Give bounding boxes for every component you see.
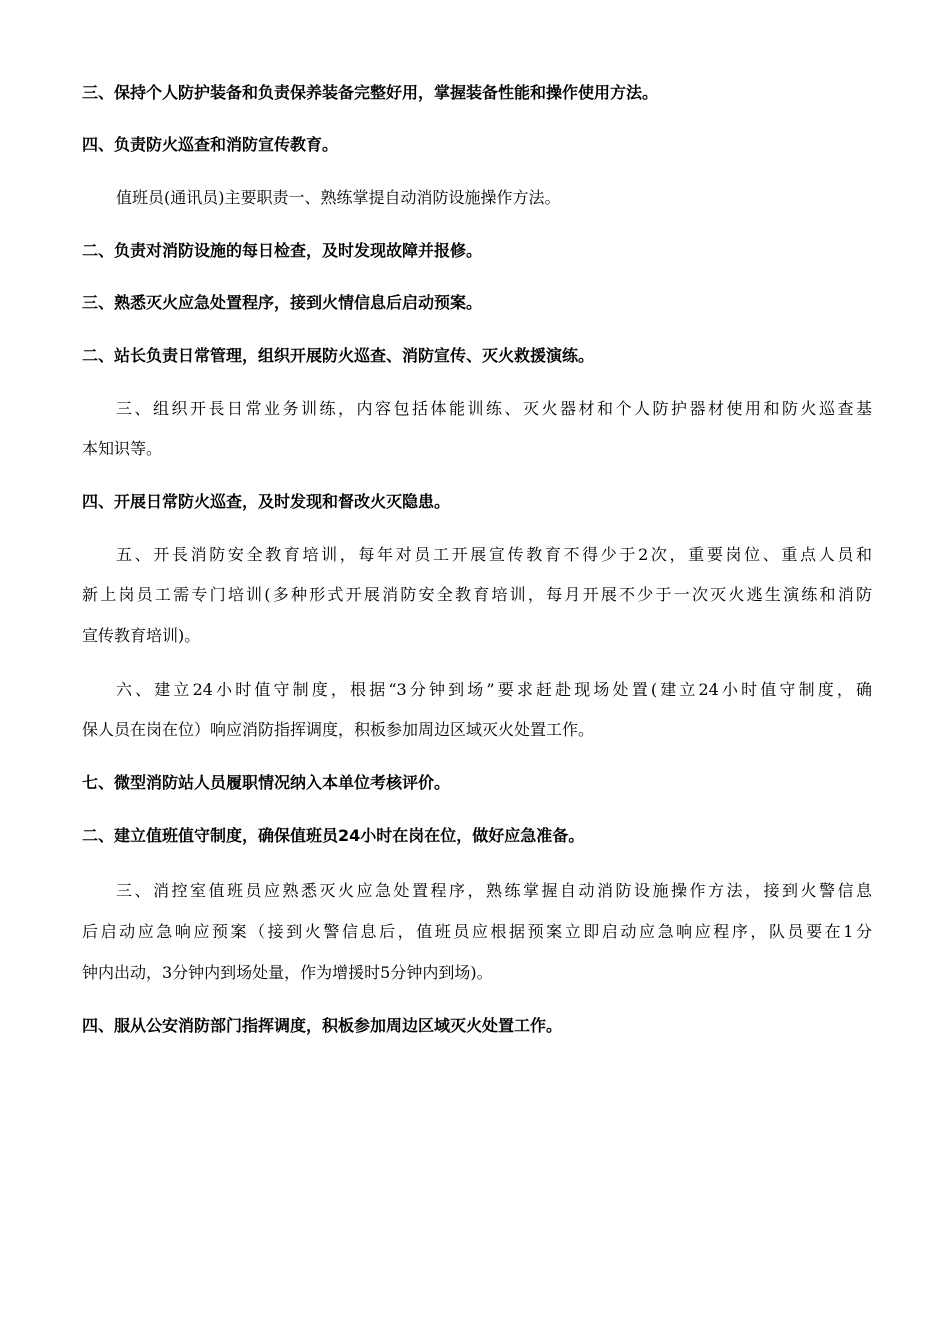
item-station-chief: 二、站长负责日常管理，组织开展防火巡查、消防宣传、灭火救援演练。 bbox=[82, 346, 595, 365]
item-daily-inspection: 二、负责对消防设施的每日检查，及时发现故障并报修。 bbox=[82, 241, 483, 260]
duty-officer-responsibility: 值班员(通讯员)主要职责一、熟练掌提自动消防设施操作方法。 bbox=[116, 188, 561, 207]
item-education-line-1: 五、开長消防安全教育培训，每年对员工开展宣传教育不得少于2次，重要岗位、重点人员和 bbox=[116, 545, 872, 564]
item-emergency-procedure: 三、熟悉灭火应急处置程序，接到火情信息后启动预案。 bbox=[82, 293, 483, 312]
item-control-room-line-1: 三、消控室值班员应熟悉灭火应急处置程序，熟练掌握自动消防设施操作方法，接到火警信息 bbox=[116, 881, 872, 900]
item-training-line-2: 本知识等。 bbox=[82, 439, 163, 458]
item-education-line-2: 新上岗员工需专门培训(多种形式开展消防安全教育培训，每月开展不少于一次灭火逃生演练和消防 bbox=[82, 585, 872, 604]
item-24h-duty-line-1: 六、建立24小时值守制度，根据“3分钟到场”要求赶赴现场处置(建立24小时值守制度，确 bbox=[116, 680, 872, 699]
item-daily-patrol: 四、开展日常防火巡查，及时发现和督改火灭隐患。 bbox=[82, 492, 451, 511]
item-obey-dispatch: 四、服从公安消防部门指挥调度，积板参加周边区域灭火处置工作。 bbox=[82, 1016, 563, 1035]
item-control-room-line-3: 钟内出动，3分钟内到场处量，作为增援时5分钟内到场)。 bbox=[82, 963, 493, 982]
item-24h-duty-line-2: 保人员在岗在位）响应消防指挥调度，积板参加周边区域灭火处置工作。 bbox=[82, 720, 595, 739]
item-education-line-3: 宣传教育培训)。 bbox=[82, 626, 201, 645]
item-duty-system: 二、建立值班值守制度，确保值班员24小时在岗在位，做好应急准备。 bbox=[82, 826, 585, 845]
item-training-line-1: 三、组织开長日常业务训练，内容包括体能训练、灭火器材和个人防护器材使用和防火巡查基 bbox=[116, 399, 872, 418]
item-performance-evaluation: 七、微型消防站人员履职情况纳入本单位考核评价。 bbox=[82, 773, 451, 792]
item-maintain-equipment: 三、保持个人防护装备和负责保养装备完整好用，掌握装备性能和操作使用方法。 bbox=[82, 83, 659, 102]
item-fire-patrol-education: 四、负责防火巡查和消防宣传教育。 bbox=[82, 135, 339, 154]
item-control-room-line-2: 后启动应急响应预案（接到火警信息后，值班员应根据预案立即启动应急响应程序，队员要在1分 bbox=[82, 922, 872, 941]
